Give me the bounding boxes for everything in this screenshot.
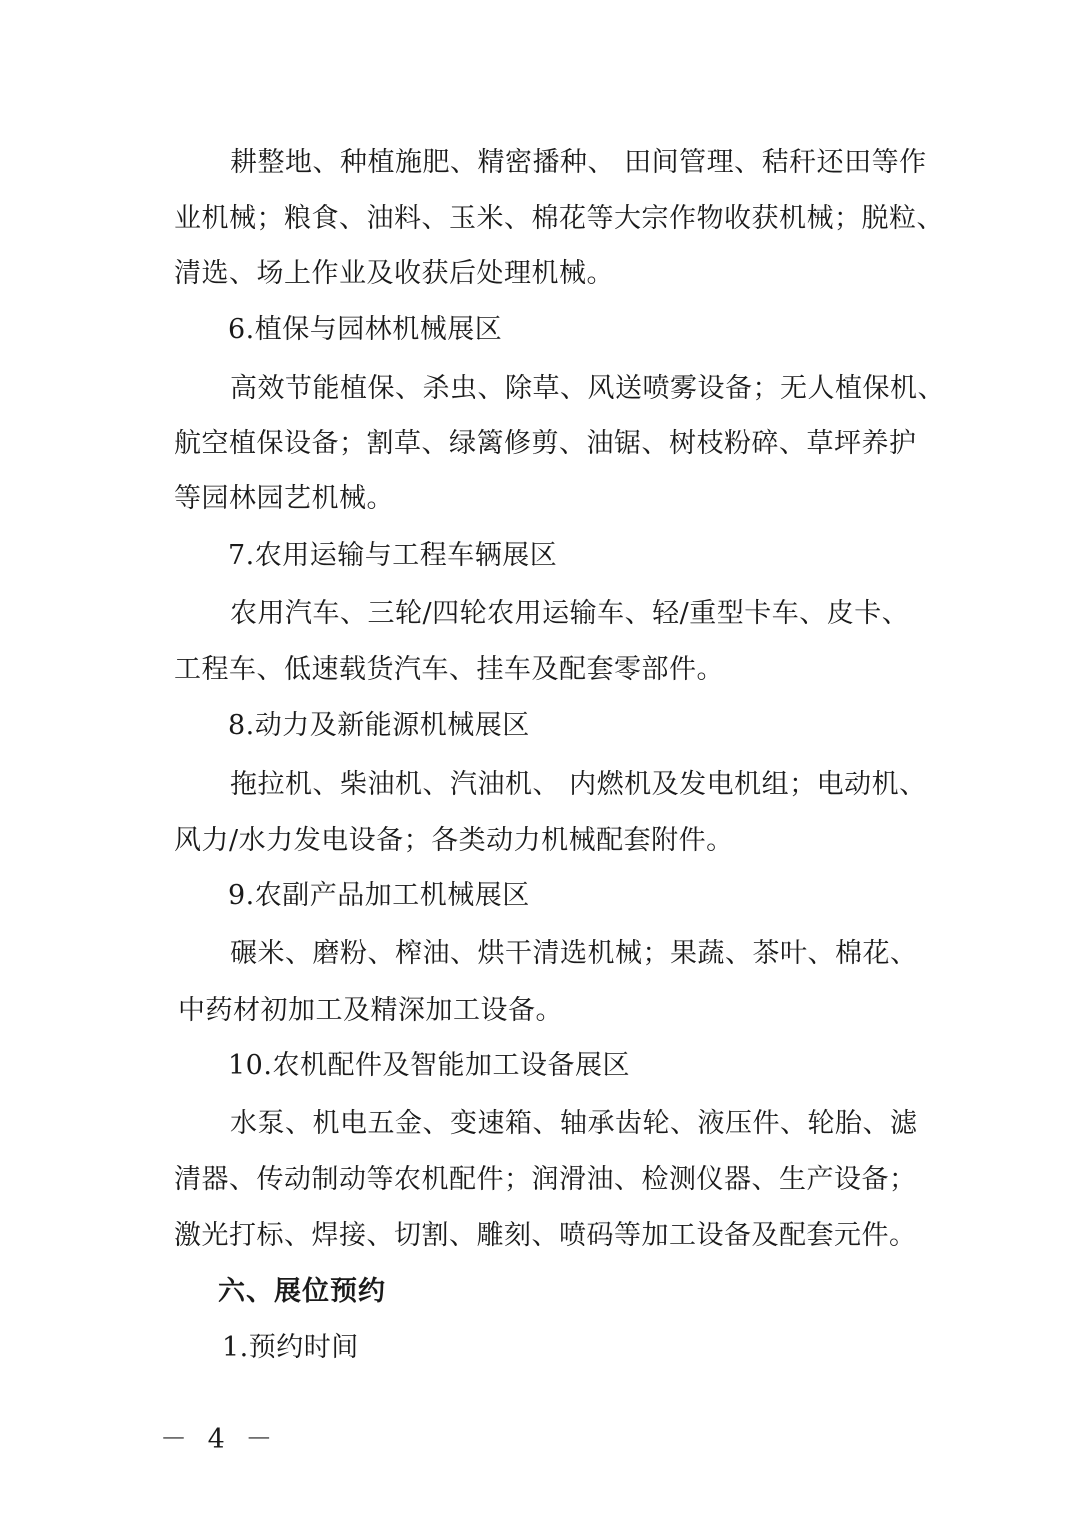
section-heading: 8.动力及新能源机械展区 [228, 710, 530, 741]
paragraph-line: 等园林园艺机械。 [174, 483, 394, 514]
paragraph-line: 清选、场上作业及收获后处理机械。 [174, 258, 614, 289]
section-heading: 9.农副产品加工机械展区 [228, 880, 530, 911]
paragraph-line: 水泵、机电五金、变速箱、轴承齿轮、液压件、轮胎、滤 [230, 1108, 918, 1139]
paragraph-line: 激光打标、焊接、切割、雕刻、喷码等加工设备及配套元件。 [174, 1220, 917, 1251]
page-number: － 4 － [160, 1424, 279, 1455]
chapter-heading: 六、展位预约 [218, 1276, 386, 1307]
paragraph-line: 清器、传动制动等农机配件；润滑油、检测仪器、生产设备； [174, 1164, 917, 1195]
paragraph-line: 风力/水力发电设备；各类动力机械配套附件。 [174, 825, 734, 856]
paragraph-line: 农用汽车、三轮/四轮农用运输车、轻/重型卡车、皮卡、 [230, 598, 910, 629]
section-heading: 10.农机配件及智能加工设备展区 [228, 1050, 630, 1081]
section-heading: 6.植保与园林机械展区 [228, 314, 503, 345]
section-heading: 7.农用运输与工程车辆展区 [228, 540, 558, 571]
paragraph-line: 工程车、低速载货汽车、挂车及配套零部件。 [174, 654, 724, 685]
section-heading: 1.预约时间 [222, 1332, 359, 1363]
paragraph-line: 中药材初加工及精深加工设备。 [178, 995, 563, 1026]
paragraph-line: 航空植保设备；割草、绿篱修剪、油锯、树枝粉碎、草坪养护 [174, 428, 917, 459]
paragraph-line: 高效节能植保、杀虫、除草、风送喷雾设备；无人植保机、 [230, 373, 945, 404]
paragraph-line: 业机械；粮食、油料、玉米、棉花等大宗作物收获机械；脱粒、 [174, 203, 944, 234]
paragraph-line: 碾米、磨粉、榨油、烘干清选机械；果蔬、茶叶、棉花、 [230, 938, 918, 969]
paragraph-line: 拖拉机、柴油机、汽油机、 内燃机及发电机组；电动机、 [230, 769, 927, 800]
paragraph-line: 耕整地、种植施肥、精密播种、 田间管理、秸秆还田等作 [230, 147, 927, 178]
